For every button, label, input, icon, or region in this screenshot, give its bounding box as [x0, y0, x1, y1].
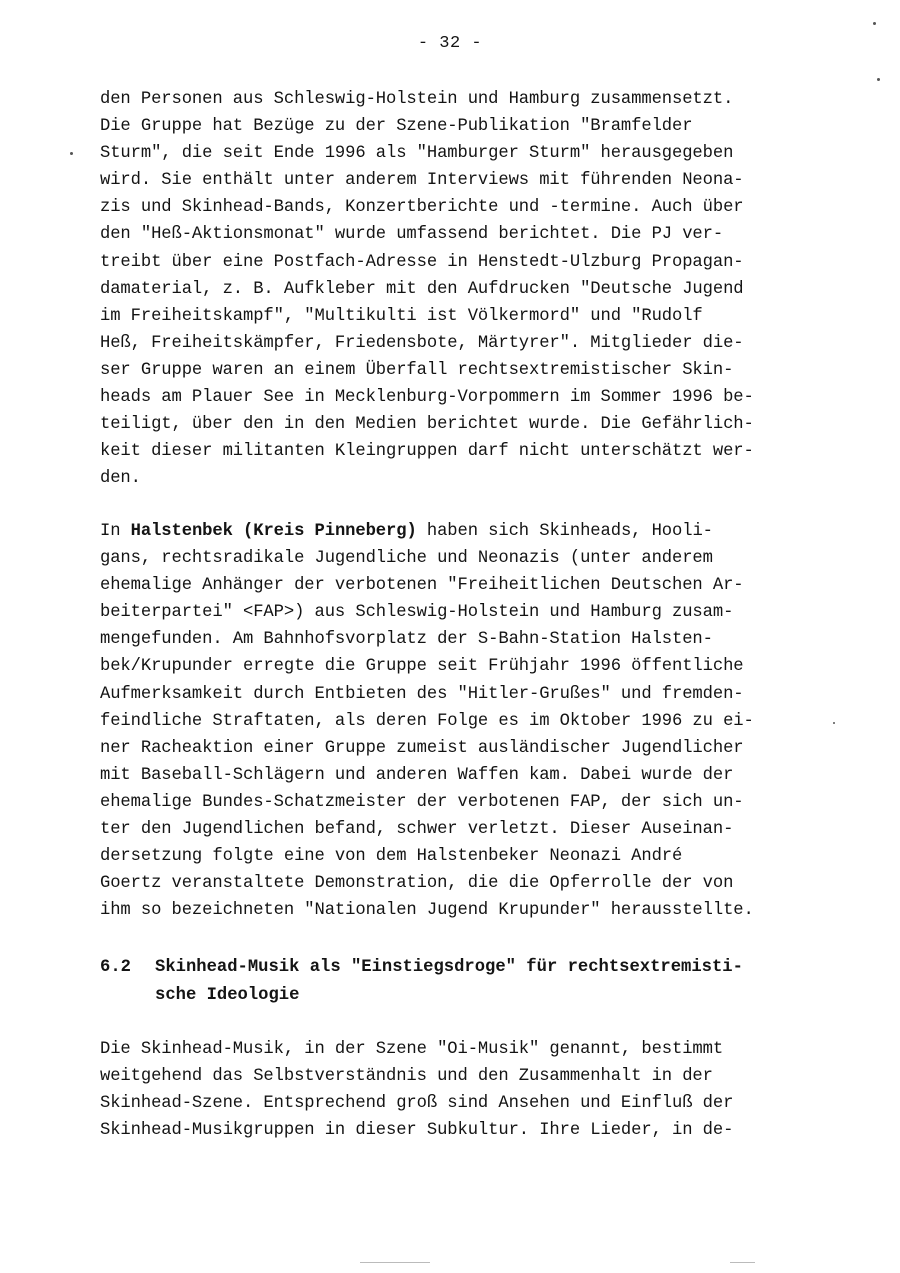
scan-speck — [833, 722, 835, 724]
text-line — [100, 518, 840, 545]
text-line: weitgehend das Selbstverständnis und den Zusammenhalt in der — [100, 1067, 713, 1087]
text-line: den. — [100, 469, 141, 489]
paragraph-2 — [100, 518, 840, 924]
text-line: keit dieser militanten Kleingruppen darf nicht unterschätzt wer- — [100, 442, 754, 462]
page-number: - 32 - — [417, 34, 483, 53]
text-line: gans, rechtsradikale Jugendliche und Neonazis (unter anderem — [100, 549, 713, 569]
text-line: den Personen aus Schleswig-Holstein und Hamburg zusammensetzt. — [100, 90, 734, 109]
scan-speck — [70, 152, 73, 155]
scan-line — [360, 1262, 430, 1263]
text-line: ser Gruppe waren an einem Überfall rechtsextremistischer Skin- — [100, 360, 734, 380]
text-line: zis und Skinhead-Bands, Konzertberichte und -termine. Auch über — [100, 198, 744, 218]
text-line: ehemalige Bundes-Schatzmeister der verbotenen FAP, der sich un- — [100, 792, 744, 812]
text-line: im Freiheitskampf", "Multikulti ist Völkermord" und "Rudolf — [100, 306, 703, 326]
text-line: ter den Jugendlichen befand, schwer verletzt. Dieser Auseinan- — [100, 820, 734, 840]
text-line: Goertz veranstaltete Demonstration, die die Opferrolle der von — [100, 874, 734, 894]
section-number: 6.2 — [100, 958, 131, 977]
text-line: Aufmerksamkeit durch Entbieten des "Hitler-Grußes" und fremden- — [100, 684, 744, 704]
text-fragment: In — [100, 522, 131, 541]
paragraph-1 — [100, 86, 840, 492]
paragraph-3 — [100, 1036, 840, 1144]
text-line: Skinhead-Musikgruppen in dieser Subkultur. Ihre Lieder, in de- — [100, 1121, 734, 1141]
text-line: beiterpartei" <FAP>) aus Schleswig-Holstein und Hamburg zusam- — [100, 603, 734, 623]
text-line: ihm so bezeichneten "Nationalen Jugend Krupunder" herausstellte. — [100, 901, 754, 921]
text-line: Sturm", die seit Ende 1996 als "Hamburger Sturm" herausgegeben — [100, 144, 734, 164]
text-line: heads am Plauer See in Mecklenburg-Vorpommern im Sommer 1996 be- — [100, 388, 754, 408]
section-title-line: Skinhead-Musik als "Einstiegsdroge" für rechtsextremisti- — [155, 958, 743, 977]
text-line: ehemalige Anhänger der verbotenen "Freiheitlichen Deutschen Ar- — [100, 576, 744, 596]
text-line: damaterial, z. B. Aufkleber mit den Aufdrucken "Deutsche Jugend — [100, 279, 744, 299]
text-line: mit Baseball-Schlägern und anderen Waffen kam. Dabei wurde der — [100, 765, 734, 785]
text-line: teiligt, über den in den Medien berichtet wurde. Die Gefährlich- — [100, 415, 754, 435]
bold-place-name: Halstenbek (Kreis Pinneberg) — [130, 522, 417, 541]
text-line: Heß, Freiheitskämpfer, Friedensbote, Märtyrer". Mitglieder die- — [100, 333, 744, 353]
text-line: Skinhead-Szene. Entsprechend groß sind Ansehen und Einfluß der — [100, 1094, 734, 1114]
scan-line — [730, 1262, 755, 1263]
text-line: wird. Sie enthält unter anderem Interviews mit führenden Neona- — [100, 171, 744, 191]
text-line: feindliche Straftaten, als deren Folge es im Oktober 1996 zu ei- — [100, 711, 754, 731]
scan-speck — [873, 22, 876, 25]
text-fragment: haben sich Skinheads, Hooli- — [416, 522, 713, 541]
text-line: den "Heß-Aktionsmonat" wurde umfassend berichtet. Die PJ ver- — [100, 225, 724, 245]
text-line: treibt über eine Postfach-Adresse in Henstedt-Ulzburg Propagan- — [100, 252, 744, 272]
text-line: bek/Krupunder erregte die Gruppe seit Frühjahr 1996 öffentliche — [100, 657, 744, 677]
text-line: Die Skinhead-Musik, in der Szene "Oi-Musik" genannt, bestimmt — [100, 1040, 724, 1059]
text-line: ner Racheaktion einer Gruppe zumeist ausländischer Jugendlicher — [100, 738, 744, 758]
section-title-line: sche Ideologie — [155, 986, 300, 1005]
text-line: Die Gruppe hat Bezüge zu der Szene-Publikation "Bramfelder — [100, 117, 693, 137]
scan-speck — [877, 78, 880, 81]
text-line: dersetzung folgte eine von dem Halstenbeker Neonazi André — [100, 847, 683, 867]
text-line: mengefunden. Am Bahnhofsvorplatz der S-Bahn-Station Halsten- — [100, 630, 713, 650]
